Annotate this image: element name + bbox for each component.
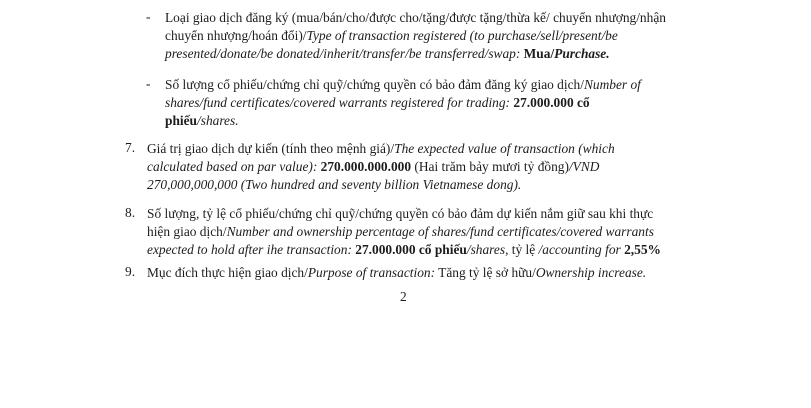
item9-line1 (147, 264, 646, 282)
item9-text-en: Ownership increase. (535, 265, 647, 280)
item8-text-en: /accounting for (535, 242, 621, 257)
bullet1-value-en: Purchase. (554, 46, 610, 61)
item8-percentage: 2,55% (620, 242, 661, 257)
item7-line3 (147, 176, 521, 194)
item8-line1 (147, 205, 792, 223)
item9-text-en: Purpose of transaction: (307, 265, 436, 280)
item7-line1 (147, 140, 792, 158)
item-number: 8. (125, 205, 136, 220)
item7-text-en: calculated based on par value): (147, 159, 318, 174)
bullet1-line2 (165, 27, 792, 45)
item8-text-en: expected to hold after ihe transaction: (147, 242, 352, 257)
item8-text-en: /shares (466, 242, 506, 257)
item8-text-en: Number and ownership percentage of shares/fund certificates/covered warrants (226, 224, 654, 239)
item-number: 7. (125, 140, 136, 155)
bullet1-line1 (165, 9, 783, 27)
bullet-dash: - (146, 76, 151, 91)
bullet1-text: chuyển nhượng/hoán đổi)/ (165, 28, 307, 43)
item7-line2 (147, 158, 792, 176)
item7-text-en: 270,000,000,000 (Two hundred and seventy billion Vietnamese dong). (147, 177, 522, 192)
item7-value: 270.000.000.000 (317, 159, 412, 174)
bullet1-line3 (165, 45, 610, 63)
item9-text: Tăng tỷ lệ sở hữu/ (435, 265, 536, 280)
bullet1-text-en: Type of transaction registered (to purchase/sell/present/be (306, 28, 618, 43)
item8-text: hiện giao dịch/ (147, 224, 227, 239)
bullet1-text: Loại giao dịch đăng ký (mua/bán/cho/được cho/tặng/được tặng/thừa kế/ chuyển nhượng/nhận (165, 10, 666, 25)
bullet2-text-en: /shares. (197, 113, 239, 128)
item7-text-en: /VND (568, 159, 600, 174)
item9-text: Mục đích thực hiện giao dịch/ (147, 265, 308, 280)
bullet2-line3 (165, 112, 239, 130)
bullet-dash: - (146, 9, 151, 24)
item-number: 9. (125, 264, 136, 279)
item8-value: 27.000.000 cổ phiếu (351, 242, 467, 257)
item7-text: Giá trị giao dịch dự kiến (tính theo mệnh giá)/ (147, 141, 395, 156)
bullet2-text-en: shares/fund certificates/covered warrants registered for trading: (165, 95, 511, 110)
page-number: 2 (400, 289, 407, 304)
bullet1-value: Mua/ (520, 46, 555, 61)
item8-line3 (147, 241, 661, 259)
item8-text: Số lượng, tỷ lệ cổ phiếu/chứng chỉ quỹ/chứng quyền có bảo đảm dự kiến nắm giữ sau khi thực (147, 206, 654, 221)
bullet2-line2 (165, 94, 590, 112)
bullet2-value: phiếu (165, 113, 198, 128)
bullet2-line1 (165, 76, 792, 94)
item8-text: , tỷ lệ (505, 242, 536, 257)
item8-line2 (147, 223, 792, 241)
bullet2-value: 27.000.000 cổ (510, 95, 590, 110)
item7-text: (Hai trăm bảy mươi tỷ đồng) (411, 159, 569, 174)
item7-text-en: The expected value of transaction (which (394, 141, 615, 156)
bullet2-text-en: Number of (583, 77, 641, 92)
bullet1-text-en: presented/donate/be donated/inherit/transfer/be transferred/swap: (165, 46, 521, 61)
bullet2-text: Số lượng cổ phiếu/chứng chỉ quỹ/chứng quyền có bảo đảm đăng ký giao dịch/ (165, 77, 584, 92)
